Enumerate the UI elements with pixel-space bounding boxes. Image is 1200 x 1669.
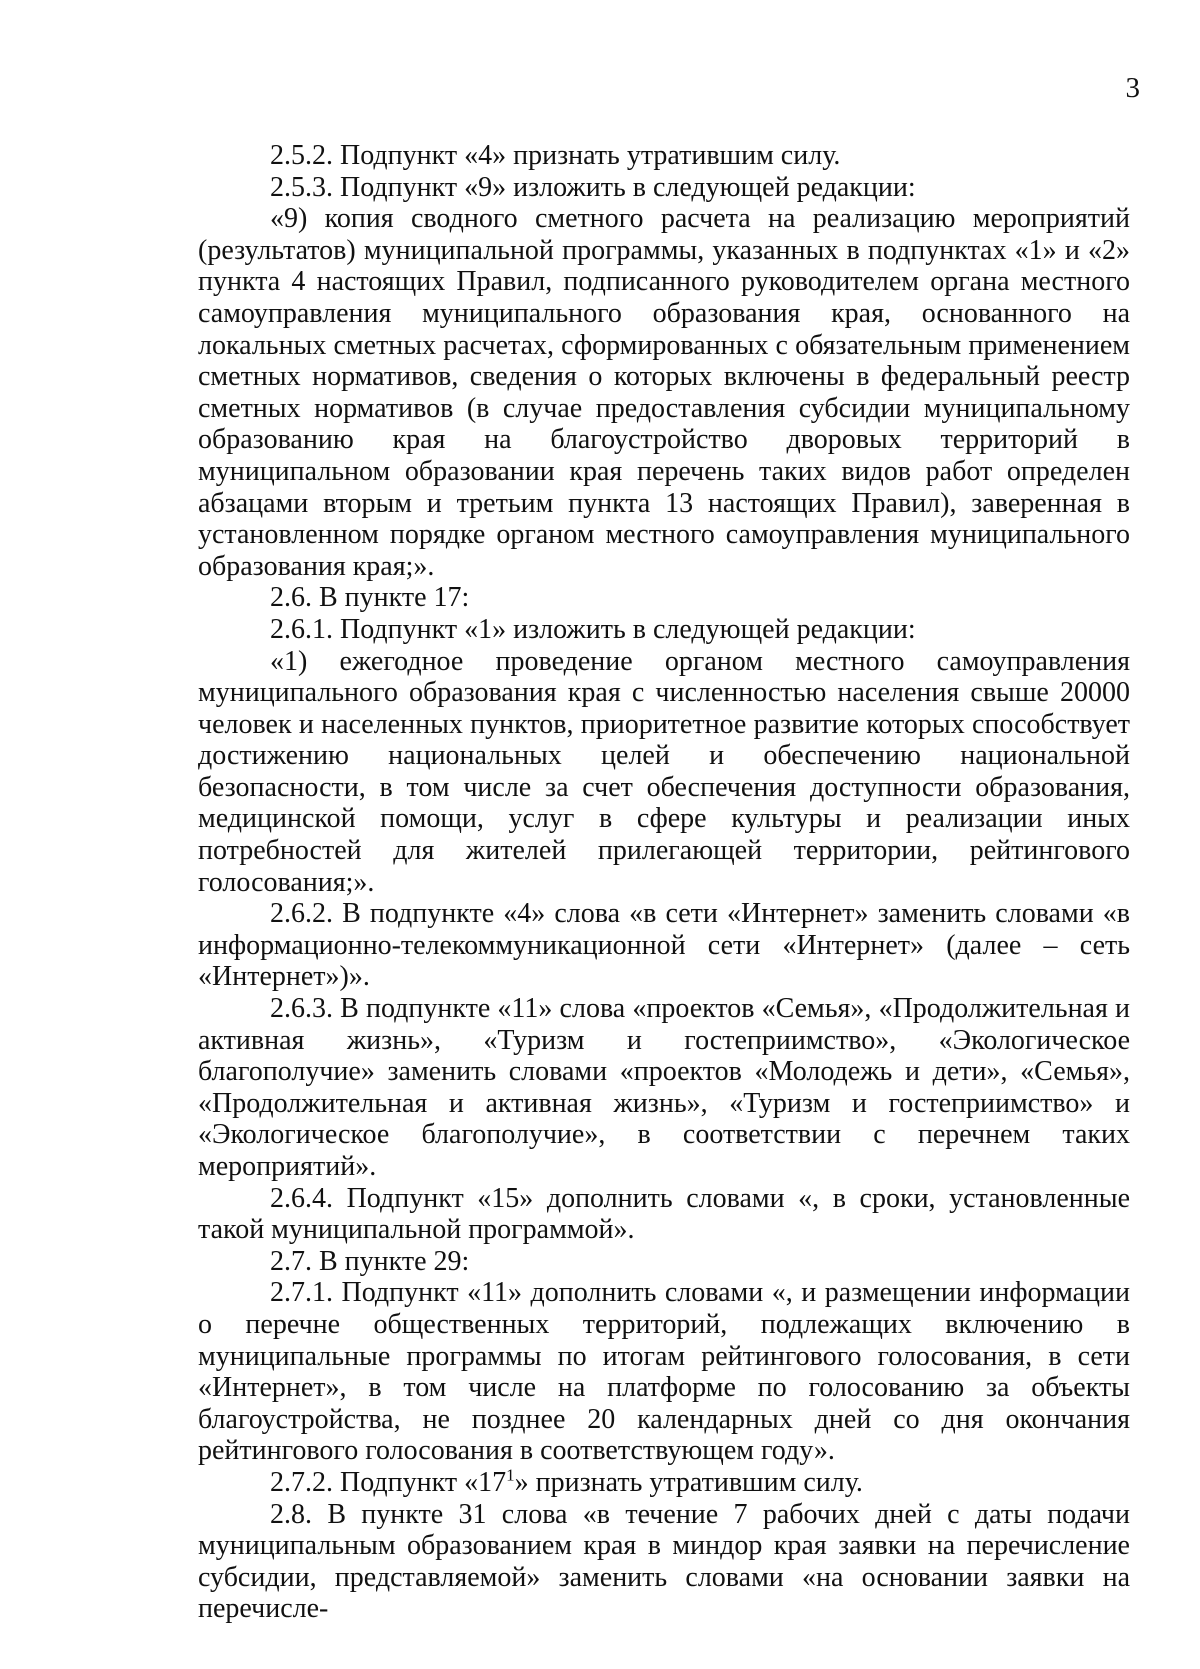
paragraph-subpoint-1-text: «1) ежегодное проведение органом местного самоуправления муниципального образования края с численностью населения свыше 20000 человек и населенных пунктов, приоритетное развитие которых способствует достижению национальных целей и обеспечению национальной безопасности, в том числе за счет обеспечения доступности образования, медицинской помощи, услуг в сфере культуры и реализации иных потребностей для жителей прилегающей территории, рейтингового голосования;». bbox=[198, 645, 1130, 898]
paragraph-2-6-1: 2.6.1. Подпункт «1» изложить в следующей редакции: bbox=[270, 613, 916, 645]
paragraph-2-5-2: 2.5.2. Подпункт «4» признать утратившим силу. bbox=[270, 140, 841, 171]
paragraph-2-7: 2.7. В пункте 29: bbox=[270, 1245, 470, 1277]
paragraph-2-7-2-text-after: » признать утратившим силу. bbox=[514, 1466, 863, 1498]
paragraph-subpoint-9-text: «9) копия сводного сметного расчета на реализацию мероприятий (результатов) муниципальной программы, указанных в подпунктах «1» и «2» пункта 4 настоящих Правил, подписанного руководителем органа местного самоуправления муниципального образования края, основанного на локальных сметных расчетах, сформированных с обязательным применением сметных нормативов, сведения о которых включены в федеральный реестр сметных нормативов (в случае предоставления субсидии муниципальному образованию края на благоустройство дворовых территорий в муниципальном образовании края перечень таких видов работ определен абзацами вторым и третьим пункта 13 настоящих Правил), заверенная в установленном порядке органом местного самоуправления муниципального образования края;». bbox=[198, 203, 1130, 582]
paragraph-2-6-3: 2.6.3. В подпункте «11» слова «проектов «Семья», «Продолжительная и активная жизнь», «Туризм и гостеприимство», «Экологическое благополучие» заменить словами «проектов «Молодежь и дети», «Семья», «Продолжительная и активная жизнь», «Туризм и гостеприимство» и «Экологическое благополучие», в соответствии с перечнем таких мероприятий». bbox=[198, 993, 1130, 1182]
page-number: 3 bbox=[1125, 72, 1140, 104]
document-body bbox=[198, 140, 1130, 1625]
paragraph-2-7-1: 2.7.1. Подпункт «11» дополнить словами «, и размещении информации о перечне общественных территорий, подлежащих включению в муниципальные программы по итогам рейтингового голосования, в сети «Интернет», в том числе на платформе по голосованию за объекты благоустройства, не позднее 20 календарных дней со дня окончания рейтингового голосования в соответствующем году». bbox=[198, 1277, 1130, 1467]
paragraph-2-7-2-text-before: 2.7.2. Подпункт «17 bbox=[270, 1466, 507, 1498]
paragraph-2-6-2: 2.6.2. В подпункте «4» слова «в сети «Интернет» заменить словами «в информационно-телекоммуникационной сети «Интернет» (далее – сеть «Интернет»)». bbox=[198, 898, 1130, 993]
paragraph-2-7-2 bbox=[198, 1467, 1130, 1499]
paragraph-2-6: 2.6. В пункте 17: bbox=[270, 582, 470, 614]
paragraph-2-5-3: 2.5.3. Подпункт «9» изложить в следующей редакции: bbox=[270, 171, 916, 203]
paragraph-2-8: 2.8. В пункте 31 слова «в течение 7 рабочих дней с даты подачи муниципальным образованием края в миндор края заявки на перечисление субсидии, представляемой» заменить словами «на основании заявки на перечисле- bbox=[198, 1498, 1130, 1625]
superscript-one: 1 bbox=[506, 1465, 515, 1485]
paragraph-2-6-4: 2.6.4. Подпункт «15» дополнить словами «, в сроки, установленные такой муниципальной программой». bbox=[198, 1182, 1130, 1246]
